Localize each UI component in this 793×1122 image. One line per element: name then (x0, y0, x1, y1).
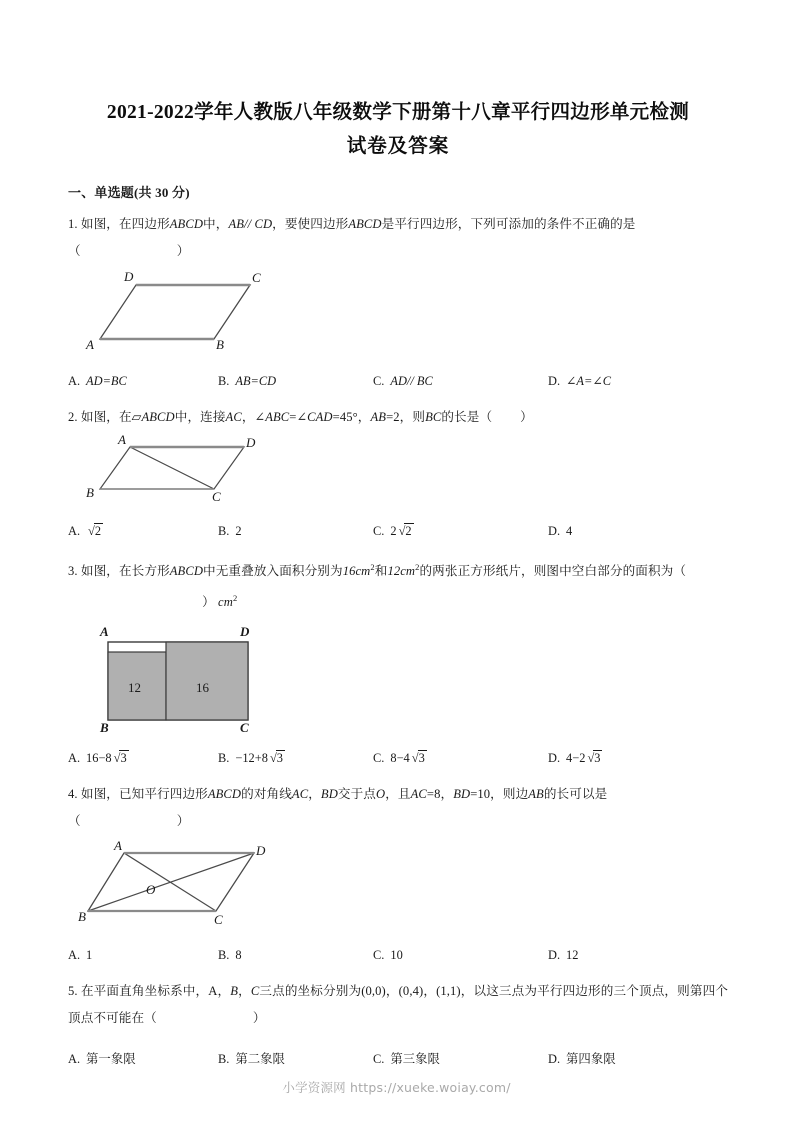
q2-option-b-value: 2 (235, 524, 242, 538)
q2-text-part7: 的长是（ (441, 410, 493, 424)
q2-option-a-radicand: 2 (94, 524, 102, 538)
label-c: C (252, 270, 261, 285)
label-a: A (118, 435, 126, 447)
question-3-options (68, 745, 728, 771)
parallelogram-abcd-svg (82, 269, 272, 355)
q2-option-a[interactable] (68, 518, 218, 544)
q3-option-a-prefix: 16−8 (86, 751, 112, 766)
square-small-label: 12 (128, 680, 141, 696)
q2-option-d-label: D. (548, 524, 561, 538)
q2-var-abc: ABC (265, 410, 290, 424)
label-d: D (256, 843, 266, 859)
question-4-options (68, 942, 728, 968)
q1-option-c-value: AD// BC (390, 374, 433, 388)
square-large-label: 16 (196, 680, 209, 696)
q5-text-part7: ，以这三点为平行四边形的三个顶点，则第四个顶点不可能在（ (68, 984, 729, 1026)
diagonal-ac (130, 447, 214, 489)
q1-paren-open: （ (68, 244, 81, 258)
q1-text-part3: ，要使四边形 (272, 217, 349, 231)
q3-unit-cm: cm (218, 595, 233, 610)
q5-option-b-value: 第二象限 (235, 1052, 285, 1067)
q2-option-d-value: 4 (566, 524, 573, 538)
q2-option-a-radical: √2 (88, 524, 102, 538)
q5-text-part2: ， (217, 984, 231, 999)
q2-text-part3: ，∠ (241, 410, 266, 424)
q2-option-c-label: C. (373, 524, 385, 538)
q5-option-c-value: 第三象限 (390, 1052, 440, 1067)
q2-text-part2: 中，连接 (174, 410, 226, 424)
q3-option-d-label: D. (548, 751, 561, 766)
question-5-options (68, 1046, 728, 1072)
q2-option-c-coefficient: 2 (390, 524, 397, 538)
q3-option-a-radicand: 3 (120, 751, 127, 766)
q5-text-part8: ） (252, 1011, 266, 1026)
q1-option-b[interactable] (218, 368, 373, 394)
q3-area-12: 12cm (387, 564, 416, 579)
q4-text-part6: =8， (426, 787, 454, 802)
section-heading: 一、单选题(共 30 分) (68, 185, 190, 200)
q4-text-part2: 的对角线 (241, 787, 292, 802)
q5-option-d[interactable] (548, 1046, 616, 1072)
q2-option-c-radicand: 2 (405, 524, 412, 538)
q3-text-part2: 中无重叠放入面积分别为 (203, 564, 343, 579)
q1-option-a[interactable] (68, 368, 218, 394)
question-2-options (68, 518, 728, 544)
q3-option-c-radical: √3 (411, 751, 425, 766)
question-2 (68, 404, 728, 544)
q4-option-c-label: C. (373, 948, 385, 963)
q3-sup-3: 2 (232, 593, 238, 604)
q3-paren-close: ） (202, 595, 215, 610)
q1-option-a-value: AD=BC (86, 374, 127, 388)
question-1-answer-blank (68, 238, 728, 265)
q4-option-d-label: D. (548, 948, 561, 963)
q4-option-d[interactable] (548, 942, 578, 968)
q4-option-a-label: A. (68, 948, 81, 963)
q2-var-abcd: ABCD (141, 410, 175, 424)
footer-watermark: 小学资源网 https://xueke.woiay.com/ (282, 1080, 511, 1095)
label-d: D (124, 269, 134, 284)
q3-text-part4: 的两张正方形纸片，则图中空白部分的面积为（ (419, 564, 687, 579)
question-2-text (68, 404, 728, 431)
rectangle-squares-svg (90, 620, 280, 732)
q2-text-part6: =2，则 (386, 410, 426, 424)
q3-option-a[interactable] (68, 745, 218, 771)
q2-var-ab: AB (370, 410, 387, 424)
q1-var-ab-cd: AB// CD (228, 217, 273, 231)
question-3-answer-blank (68, 585, 728, 616)
q1-option-d-value: ∠A=∠C (566, 374, 612, 388)
q1-text-part2: 中， (203, 217, 229, 231)
q1-option-c[interactable] (373, 368, 548, 394)
q2-var-ac: AC (225, 410, 242, 424)
q1-var-abcd-1: ABCD (169, 217, 204, 231)
question-5 (68, 978, 728, 1072)
q5-var-c: C (250, 984, 260, 999)
q2-option-a-label: A. (68, 524, 81, 538)
q2-var-bc: BC (425, 410, 442, 424)
q4-text-part5: ，且 (385, 787, 411, 802)
q2-number: 2. (68, 410, 78, 424)
label-d: D (246, 435, 256, 450)
q4-option-c[interactable] (373, 942, 548, 968)
q5-text-part6: ， (423, 984, 437, 999)
q3-option-b-radicand: 3 (276, 751, 283, 766)
q2-option-b-label: B. (218, 524, 230, 538)
label-c: C (240, 720, 249, 733)
q3-option-c[interactable] (373, 745, 548, 771)
q5-coord-1: (0,0) (361, 984, 386, 999)
q3-var-abcd: ABCD (169, 564, 204, 579)
question-1-figure (82, 269, 728, 360)
question-3 (68, 554, 728, 771)
q3-option-d-radicand: 3 (594, 751, 601, 766)
q2-option-b[interactable] (218, 518, 373, 544)
q5-option-c-label: C. (373, 1052, 385, 1067)
q5-option-d-label: D. (548, 1052, 561, 1067)
page-title (68, 96, 728, 164)
q4-var-abcd: ABCD (207, 787, 242, 802)
q3-option-a-label: A. (68, 751, 81, 766)
q2-text-part8: ） (520, 410, 533, 424)
q4-option-c-value: 10 (390, 948, 403, 963)
question-1-options (68, 368, 728, 394)
q2-var-cad: CAD (307, 410, 333, 424)
q4-var-o: O (376, 787, 386, 802)
q5-coord-3: (1,1) (436, 984, 461, 999)
q3-option-d-radical: √3 (587, 751, 601, 766)
q5-option-a-label: A. (68, 1052, 81, 1067)
q1-option-c-label: C. (373, 374, 385, 388)
q1-option-d[interactable] (548, 368, 611, 394)
q2-option-c[interactable] (373, 518, 548, 544)
q5-text-part5: ， (385, 984, 399, 999)
q3-text-part3: 和 (374, 564, 388, 579)
q4-option-b-value: 8 (235, 948, 242, 963)
label-b: B (78, 909, 86, 925)
title-line-1: 2021-2022学年人教版八年级数学下册第十八章平行四边形单元检测 (106, 102, 690, 123)
document-content (68, 96, 728, 1074)
q5-option-b-label: B. (218, 1052, 230, 1067)
q3-option-b[interactable] (218, 745, 373, 771)
q1-paren-close: ） (176, 244, 190, 258)
q5-text-part4: 三点的坐标分别为 (259, 984, 362, 999)
q4-option-b-label: B. (218, 948, 230, 963)
q4-text-part8: 的长可以是 (543, 787, 608, 802)
q5-var-b: B (230, 984, 239, 999)
q4-text-part1: 如图，已知平行四边形 (80, 787, 208, 802)
q4-option-d-value: 12 (566, 948, 579, 963)
label-b: B (86, 485, 94, 500)
q5-var-a: A (208, 984, 218, 999)
label-b: B (216, 337, 224, 352)
q4-var-ab: AB (528, 787, 544, 802)
label-a: A (100, 624, 109, 640)
q3-option-d-prefix: 4−2 (566, 751, 586, 766)
diagonal-bd (88, 853, 254, 911)
label-o: O (146, 882, 156, 898)
title-line-2: 试卷及答案 (346, 136, 450, 157)
q4-var-ac-1: AC (291, 787, 309, 802)
q4-paren-close: ） (176, 814, 190, 829)
q3-option-c-radicand: 3 (418, 751, 425, 766)
q1-text-part1: 如图，在四边形 (80, 217, 170, 231)
q5-text-part3: ， (238, 984, 251, 999)
q3-option-b-prefix: −12+8 (235, 751, 268, 766)
question-1 (68, 211, 728, 394)
q3-sup-2: 2 (415, 562, 420, 572)
label-c: C (212, 489, 221, 504)
q5-option-a[interactable] (68, 1046, 218, 1072)
q4-paren-open: （ (68, 814, 81, 829)
q3-option-c-prefix: 8−4 (390, 751, 410, 766)
q3-option-b-label: B. (218, 751, 230, 766)
q2-text-part4: =∠ (289, 410, 308, 424)
label-c: C (214, 912, 223, 928)
q3-area-16: 16cm (342, 564, 371, 579)
q4-option-a[interactable] (68, 942, 218, 968)
q4-text-part7: =10，则边 (470, 787, 529, 802)
label-a: A (86, 337, 94, 352)
question-2-figure (82, 435, 728, 510)
q5-text-part1: 在平面直角坐标系中， (80, 984, 209, 999)
q5-option-c[interactable] (373, 1046, 548, 1072)
question-4-answer-blank (68, 808, 728, 835)
q3-sup-1: 2 (370, 562, 375, 572)
q3-text-part1: 如图，在长方形 (80, 564, 170, 579)
q2-option-c-radical: √2 (398, 524, 412, 538)
label-d: D (240, 624, 250, 640)
parallelogram-diagonal-svg (82, 435, 272, 505)
question-3-text (68, 554, 728, 585)
q4-var-bd-1: BD (320, 787, 338, 802)
q3-option-b-radical: √3 (269, 751, 283, 766)
q2-text-part5: =45°， (332, 410, 371, 424)
question-4-figure (78, 839, 728, 934)
q2-text-part1: 如图，在▱ (80, 410, 142, 424)
q1-option-d-label: D. (548, 374, 561, 388)
q2-option-d[interactable] (548, 518, 572, 544)
q3-number: 3. (68, 564, 78, 579)
label-b: B (100, 720, 109, 733)
q3-option-c-label: C. (373, 751, 385, 766)
q4-number: 4. (68, 787, 78, 802)
q5-number: 5. (68, 984, 78, 999)
question-4 (68, 781, 728, 968)
q1-number: 1. (68, 217, 78, 231)
q4-var-ac-2: AC (410, 787, 427, 802)
q4-text-part3: ， (308, 787, 321, 802)
parallelogram-diagonals-svg (78, 839, 278, 929)
q4-option-b[interactable] (218, 942, 373, 968)
q1-var-abcd-2: ABCD (348, 217, 382, 231)
q3-option-d[interactable] (548, 745, 602, 771)
question-3-figure (90, 620, 728, 737)
q3-option-a-radical: √3 (113, 751, 127, 766)
label-a: A (114, 839, 122, 854)
q5-option-a-value: 第一象限 (86, 1052, 136, 1067)
q1-option-a-label: A. (68, 374, 81, 388)
q4-text-part4: 交于点 (337, 787, 376, 802)
q4-var-bd-2: BD (453, 787, 471, 802)
parallelogram-shape (100, 285, 250, 339)
question-1-text (68, 211, 728, 238)
question-4-text (68, 781, 728, 808)
q1-text-part4: 是平行四边形，下列可添加的条件不正确的是 (381, 217, 636, 231)
q5-option-d-value: 第四象限 (566, 1052, 616, 1067)
q4-option-a-value: 1 (86, 948, 93, 963)
question-5-text (68, 978, 728, 1032)
q5-coord-2: (0,4) (398, 984, 424, 999)
q1-option-b-label: B. (218, 374, 230, 388)
q5-option-b[interactable] (218, 1046, 373, 1072)
q1-option-b-value: AB=CD (235, 374, 277, 388)
